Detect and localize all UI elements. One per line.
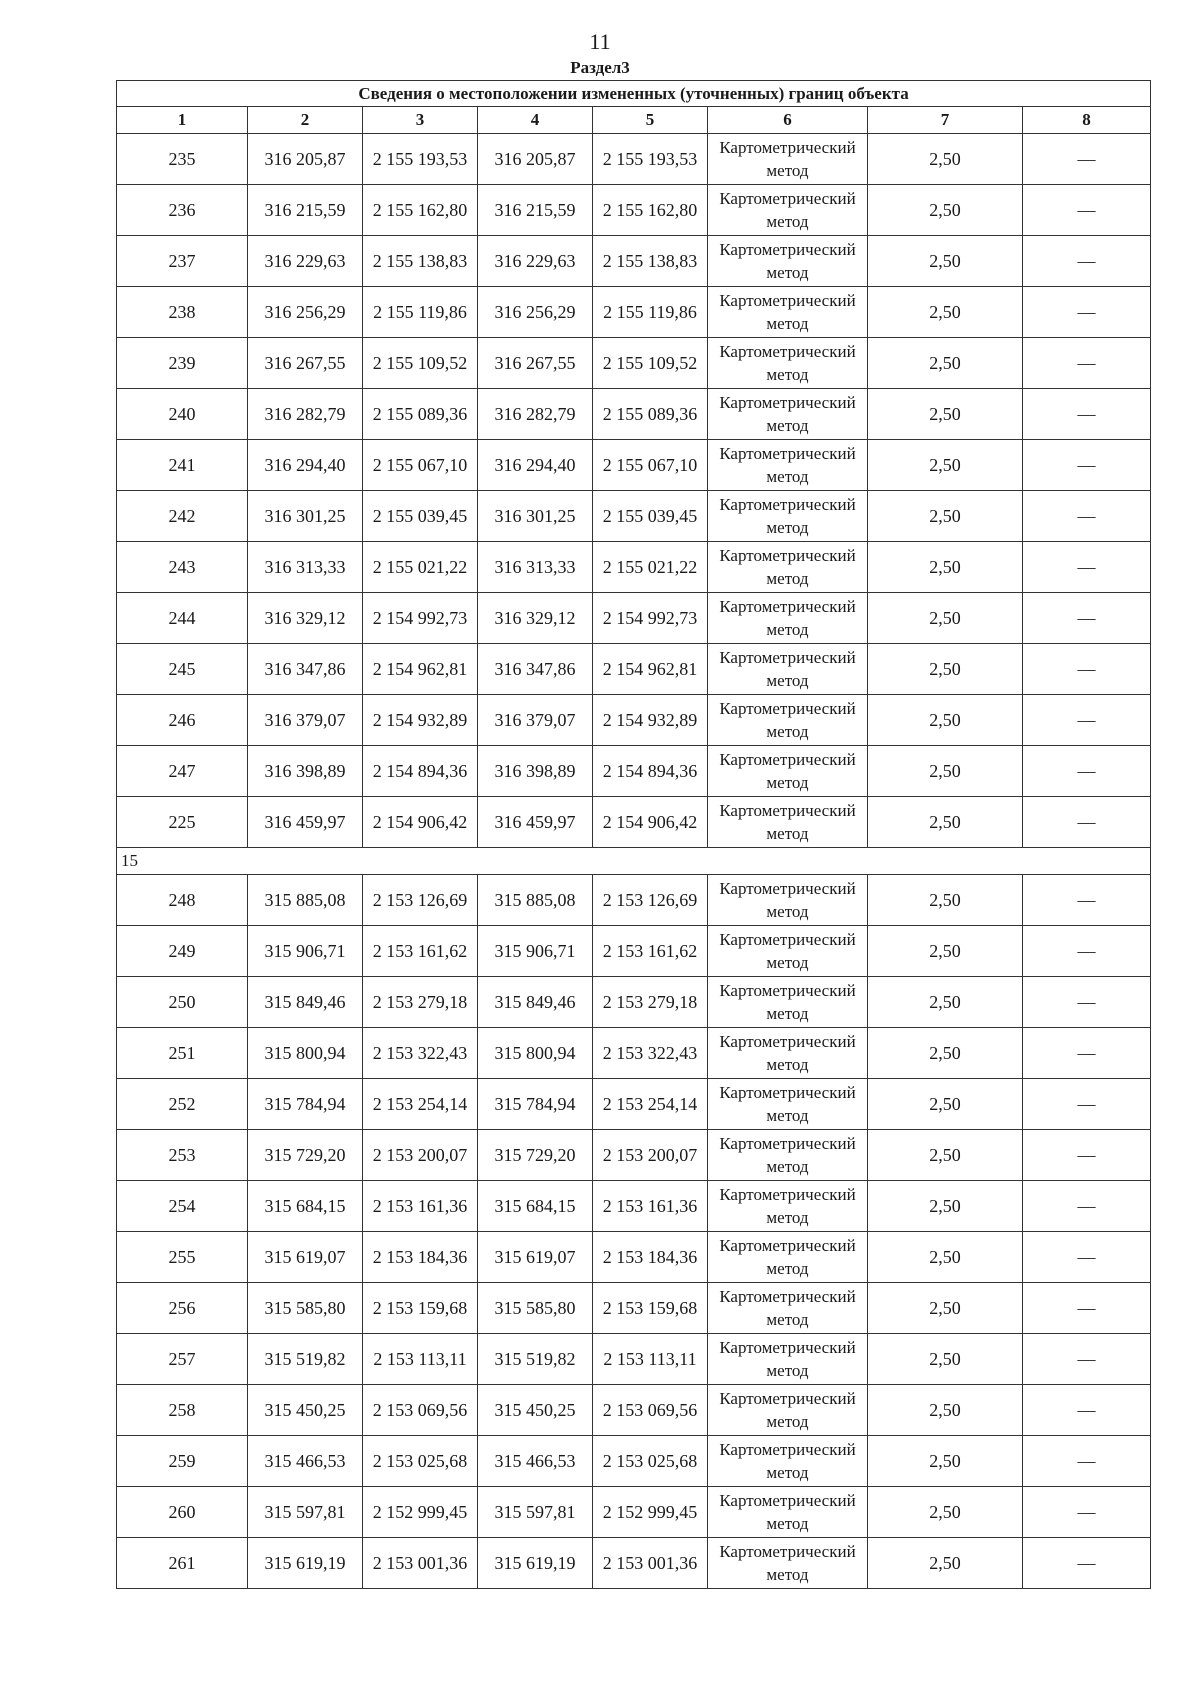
section-title: Раздел3 [570,58,630,77]
table-row [117,593,1151,644]
x-old-cell: 316 294,40 [248,440,363,491]
point-number-cell: 251 [117,1028,248,1079]
y-new-cell: 2 153 159,68 [593,1283,708,1334]
x-new-cell: 315 800,94 [478,1028,593,1079]
x-old-cell: 316 379,07 [248,695,363,746]
method-cell: Картометрический метод [708,389,868,440]
description-cell: — [1023,977,1151,1028]
x-new-cell: 316 459,97 [478,797,593,848]
description-cell: — [1023,1232,1151,1283]
method-cell: Картометрический метод [708,1283,868,1334]
point-number-cell: 250 [117,977,248,1028]
description-cell: — [1023,389,1151,440]
y-old-cell: 2 155 089,36 [363,389,478,440]
method-cell: Картометрический метод [708,185,868,236]
x-new-cell: 316 398,89 [478,746,593,797]
method-cell: Картометрический метод [708,1385,868,1436]
table-row [117,1283,1151,1334]
y-old-cell: 2 155 138,83 [363,236,478,287]
point-number-cell: 261 [117,1538,248,1589]
y-old-cell: 2 154 894,36 [363,746,478,797]
accuracy-cell: 2,50 [868,185,1023,236]
accuracy-cell: 2,50 [868,1538,1023,1589]
description-cell: — [1023,542,1151,593]
y-new-cell: 2 154 894,36 [593,746,708,797]
x-new-cell: 316 329,12 [478,593,593,644]
table-row [117,1538,1151,1589]
accuracy-cell: 2,50 [868,1385,1023,1436]
column-header: 8 [1023,107,1151,134]
y-old-cell: 2 153 159,68 [363,1283,478,1334]
description-cell: — [1023,797,1151,848]
y-new-cell: 2 153 126,69 [593,875,708,926]
accuracy-cell: 2,50 [868,542,1023,593]
point-number-cell: 243 [117,542,248,593]
x-old-cell: 315 585,80 [248,1283,363,1334]
description-cell: — [1023,644,1151,695]
method-cell: Картометрический метод [708,287,868,338]
y-old-cell: 2 155 039,45 [363,491,478,542]
accuracy-cell: 2,50 [868,236,1023,287]
y-old-cell: 2 154 906,42 [363,797,478,848]
accuracy-cell: 2,50 [868,338,1023,389]
point-number-cell: 259 [117,1436,248,1487]
accuracy-cell: 2,50 [868,440,1023,491]
y-new-cell: 2 153 200,07 [593,1130,708,1181]
y-new-cell: 2 154 932,89 [593,695,708,746]
x-new-cell: 315 619,07 [478,1232,593,1283]
x-new-cell: 315 450,25 [478,1385,593,1436]
x-new-cell: 316 313,33 [478,542,593,593]
x-new-cell: 315 729,20 [478,1130,593,1181]
x-new-cell: 315 466,53 [478,1436,593,1487]
y-old-cell: 2 153 069,56 [363,1385,478,1436]
table-row [117,1487,1151,1538]
method-cell: Картометрический метод [708,1181,868,1232]
y-new-cell: 2 155 109,52 [593,338,708,389]
y-new-cell: 2 155 021,22 [593,542,708,593]
table-row [117,875,1151,926]
method-cell: Картометрический метод [708,1538,868,1589]
column-header: 6 [708,107,868,134]
x-old-cell: 316 329,12 [248,593,363,644]
y-new-cell: 2 155 119,86 [593,287,708,338]
x-old-cell: 315 729,20 [248,1130,363,1181]
y-new-cell: 2 155 039,45 [593,491,708,542]
x-new-cell: 316 256,29 [478,287,593,338]
table-row [117,977,1151,1028]
y-new-cell: 2 153 161,36 [593,1181,708,1232]
x-old-cell: 316 215,59 [248,185,363,236]
y-old-cell: 2 153 001,36 [363,1538,478,1589]
method-cell: Картометрический метод [708,236,868,287]
group-label: 15 [117,848,1151,875]
table-row [117,236,1151,287]
point-number-cell: 260 [117,1487,248,1538]
x-new-cell: 316 294,40 [478,440,593,491]
y-new-cell: 2 153 001,36 [593,1538,708,1589]
accuracy-cell: 2,50 [868,1334,1023,1385]
accuracy-cell: 2,50 [868,977,1023,1028]
y-new-cell: 2 153 254,14 [593,1079,708,1130]
y-old-cell: 2 153 113,11 [363,1334,478,1385]
y-old-cell: 2 155 067,10 [363,440,478,491]
table-row [117,1181,1151,1232]
description-cell: — [1023,185,1151,236]
y-old-cell: 2 154 962,81 [363,644,478,695]
description-cell: — [1023,695,1151,746]
y-new-cell: 2 155 089,36 [593,389,708,440]
x-old-cell: 315 906,71 [248,926,363,977]
x-old-cell: 316 347,86 [248,644,363,695]
method-cell: Картометрический метод [708,134,868,185]
y-new-cell: 2 153 184,36 [593,1232,708,1283]
x-new-cell: 316 215,59 [478,185,593,236]
table-body [117,134,1151,1589]
description-cell: — [1023,134,1151,185]
y-old-cell: 2 155 193,53 [363,134,478,185]
y-old-cell: 2 153 126,69 [363,875,478,926]
description-cell: — [1023,1181,1151,1232]
y-new-cell: 2 153 279,18 [593,977,708,1028]
y-old-cell: 2 153 161,36 [363,1181,478,1232]
y-new-cell: 2 155 162,80 [593,185,708,236]
point-number-cell: 225 [117,797,248,848]
y-old-cell: 2 153 254,14 [363,1079,478,1130]
x-old-cell: 316 205,87 [248,134,363,185]
x-old-cell: 315 800,94 [248,1028,363,1079]
x-old-cell: 316 398,89 [248,746,363,797]
accuracy-cell: 2,50 [868,1487,1023,1538]
y-new-cell: 2 153 161,62 [593,926,708,977]
y-old-cell: 2 153 322,43 [363,1028,478,1079]
point-number-cell: 235 [117,134,248,185]
method-cell: Картометрический метод [708,440,868,491]
accuracy-cell: 2,50 [868,491,1023,542]
x-old-cell: 315 684,15 [248,1181,363,1232]
description-cell: — [1023,1487,1151,1538]
accuracy-cell: 2,50 [868,134,1023,185]
y-new-cell: 2 154 906,42 [593,797,708,848]
point-number-cell: 258 [117,1385,248,1436]
description-cell: — [1023,1538,1151,1589]
x-old-cell: 316 313,33 [248,542,363,593]
y-old-cell: 2 155 021,22 [363,542,478,593]
point-number-cell: 255 [117,1232,248,1283]
x-old-cell: 316 282,79 [248,389,363,440]
x-new-cell: 315 784,94 [478,1079,593,1130]
table-row [117,389,1151,440]
x-new-cell: 315 684,15 [478,1181,593,1232]
accuracy-cell: 2,50 [868,1181,1023,1232]
x-old-cell: 315 784,94 [248,1079,363,1130]
x-new-cell: 315 619,19 [478,1538,593,1589]
accuracy-cell: 2,50 [868,926,1023,977]
x-old-cell: 315 619,19 [248,1538,363,1589]
description-cell: — [1023,440,1151,491]
description-cell: — [1023,875,1151,926]
x-old-cell: 316 256,29 [248,287,363,338]
accuracy-cell: 2,50 [868,746,1023,797]
y-new-cell: 2 153 025,68 [593,1436,708,1487]
x-old-cell: 315 450,25 [248,1385,363,1436]
point-number-cell: 238 [117,287,248,338]
x-old-cell: 316 459,97 [248,797,363,848]
description-cell: — [1023,236,1151,287]
point-number-cell: 245 [117,644,248,695]
y-new-cell: 2 153 113,11 [593,1334,708,1385]
column-header: 2 [248,107,363,134]
accuracy-cell: 2,50 [868,644,1023,695]
point-number-cell: 254 [117,1181,248,1232]
y-new-cell: 2 153 322,43 [593,1028,708,1079]
method-cell: Картометрический метод [708,491,868,542]
table-row [117,287,1151,338]
description-cell: — [1023,746,1151,797]
x-old-cell: 316 229,63 [248,236,363,287]
x-new-cell: 316 347,86 [478,644,593,695]
description-cell: — [1023,926,1151,977]
point-number-cell: 246 [117,695,248,746]
y-old-cell: 2 154 992,73 [363,593,478,644]
x-new-cell: 316 267,55 [478,338,593,389]
accuracy-cell: 2,50 [868,1130,1023,1181]
description-cell: — [1023,1436,1151,1487]
point-number-cell: 236 [117,185,248,236]
x-new-cell: 316 282,79 [478,389,593,440]
x-old-cell: 316 267,55 [248,338,363,389]
y-old-cell: 2 155 119,86 [363,287,478,338]
table-row [117,1130,1151,1181]
method-cell: Картометрический метод [708,926,868,977]
method-cell: Картометрический метод [708,875,868,926]
boundary-coordinates-table [116,80,1151,1589]
description-cell: — [1023,1334,1151,1385]
y-new-cell: 2 154 992,73 [593,593,708,644]
y-old-cell: 2 153 161,62 [363,926,478,977]
method-cell: Картометрический метод [708,695,868,746]
description-cell: — [1023,338,1151,389]
x-old-cell: 315 519,82 [248,1334,363,1385]
accuracy-cell: 2,50 [868,287,1023,338]
table-row [117,926,1151,977]
accuracy-cell: 2,50 [868,1232,1023,1283]
column-header: 5 [593,107,708,134]
table-row [117,542,1151,593]
point-number-cell: 256 [117,1283,248,1334]
method-cell: Картометрический метод [708,1232,868,1283]
accuracy-cell: 2,50 [868,797,1023,848]
table-row [117,440,1151,491]
point-number-cell: 248 [117,875,248,926]
y-new-cell: 2 155 067,10 [593,440,708,491]
point-number-cell: 244 [117,593,248,644]
y-new-cell: 2 154 962,81 [593,644,708,695]
y-old-cell: 2 152 999,45 [363,1487,478,1538]
method-cell: Картометрический метод [708,1436,868,1487]
table-caption: Сведения о местоположении измененных (уточненных) границ объекта [117,81,1151,107]
description-cell: — [1023,1130,1151,1181]
x-new-cell: 315 519,82 [478,1334,593,1385]
point-number-cell: 239 [117,338,248,389]
method-cell: Картометрический метод [708,1028,868,1079]
table-row [117,1079,1151,1130]
x-old-cell: 315 885,08 [248,875,363,926]
table-row [117,338,1151,389]
method-cell: Картометрический метод [708,593,868,644]
accuracy-cell: 2,50 [868,1436,1023,1487]
y-old-cell: 2 155 162,80 [363,185,478,236]
y-old-cell: 2 154 932,89 [363,695,478,746]
method-cell: Картометрический метод [708,977,868,1028]
point-number-cell: 241 [117,440,248,491]
x-new-cell: 315 849,46 [478,977,593,1028]
table-row [117,1232,1151,1283]
table-row [117,1436,1151,1487]
table-row [117,644,1151,695]
accuracy-cell: 2,50 [868,1283,1023,1334]
table-row [117,134,1151,185]
group-label-row [117,848,1151,875]
description-cell: — [1023,1283,1151,1334]
x-new-cell: 316 229,63 [478,236,593,287]
column-header: 4 [478,107,593,134]
column-header: 1 [117,107,248,134]
method-cell: Картометрический метод [708,1334,868,1385]
column-header: 3 [363,107,478,134]
x-new-cell: 315 585,80 [478,1283,593,1334]
description-cell: — [1023,1385,1151,1436]
method-cell: Картометрический метод [708,1487,868,1538]
method-cell: Картометрический метод [708,797,868,848]
point-number-cell: 247 [117,746,248,797]
description-cell: — [1023,593,1151,644]
x-old-cell: 315 849,46 [248,977,363,1028]
accuracy-cell: 2,50 [868,1028,1023,1079]
page-number: 11 [589,29,611,54]
table-row [117,491,1151,542]
description-cell: — [1023,1079,1151,1130]
accuracy-cell: 2,50 [868,593,1023,644]
y-new-cell: 2 155 193,53 [593,134,708,185]
x-new-cell: 315 885,08 [478,875,593,926]
table-row [117,695,1151,746]
accuracy-cell: 2,50 [868,875,1023,926]
x-new-cell: 315 906,71 [478,926,593,977]
table-row [117,1028,1151,1079]
accuracy-cell: 2,50 [868,1079,1023,1130]
method-cell: Картометрический метод [708,1130,868,1181]
point-number-cell: 240 [117,389,248,440]
method-cell: Картометрический метод [708,338,868,389]
y-old-cell: 2 153 025,68 [363,1436,478,1487]
x-old-cell: 316 301,25 [248,491,363,542]
point-number-cell: 252 [117,1079,248,1130]
description-cell: — [1023,1028,1151,1079]
method-cell: Картометрический метод [708,746,868,797]
accuracy-cell: 2,50 [868,389,1023,440]
x-old-cell: 315 597,81 [248,1487,363,1538]
method-cell: Картометрический метод [708,1079,868,1130]
y-old-cell: 2 155 109,52 [363,338,478,389]
y-new-cell: 2 155 138,83 [593,236,708,287]
y-old-cell: 2 153 279,18 [363,977,478,1028]
point-number-cell: 242 [117,491,248,542]
description-cell: — [1023,491,1151,542]
method-cell: Картометрический метод [708,644,868,695]
x-new-cell: 316 205,87 [478,134,593,185]
table-row [117,185,1151,236]
x-new-cell: 316 379,07 [478,695,593,746]
point-number-cell: 237 [117,236,248,287]
y-old-cell: 2 153 200,07 [363,1130,478,1181]
accuracy-cell: 2,50 [868,695,1023,746]
column-header: 7 [868,107,1023,134]
table-row [117,746,1151,797]
x-old-cell: 315 466,53 [248,1436,363,1487]
table-row [117,1385,1151,1436]
y-old-cell: 2 153 184,36 [363,1232,478,1283]
table-row [117,797,1151,848]
point-number-cell: 257 [117,1334,248,1385]
y-new-cell: 2 152 999,45 [593,1487,708,1538]
y-new-cell: 2 153 069,56 [593,1385,708,1436]
table-row [117,1334,1151,1385]
x-new-cell: 315 597,81 [478,1487,593,1538]
method-cell: Картометрический метод [708,542,868,593]
point-number-cell: 249 [117,926,248,977]
point-number-cell: 253 [117,1130,248,1181]
description-cell: — [1023,287,1151,338]
x-old-cell: 315 619,07 [248,1232,363,1283]
x-new-cell: 316 301,25 [478,491,593,542]
